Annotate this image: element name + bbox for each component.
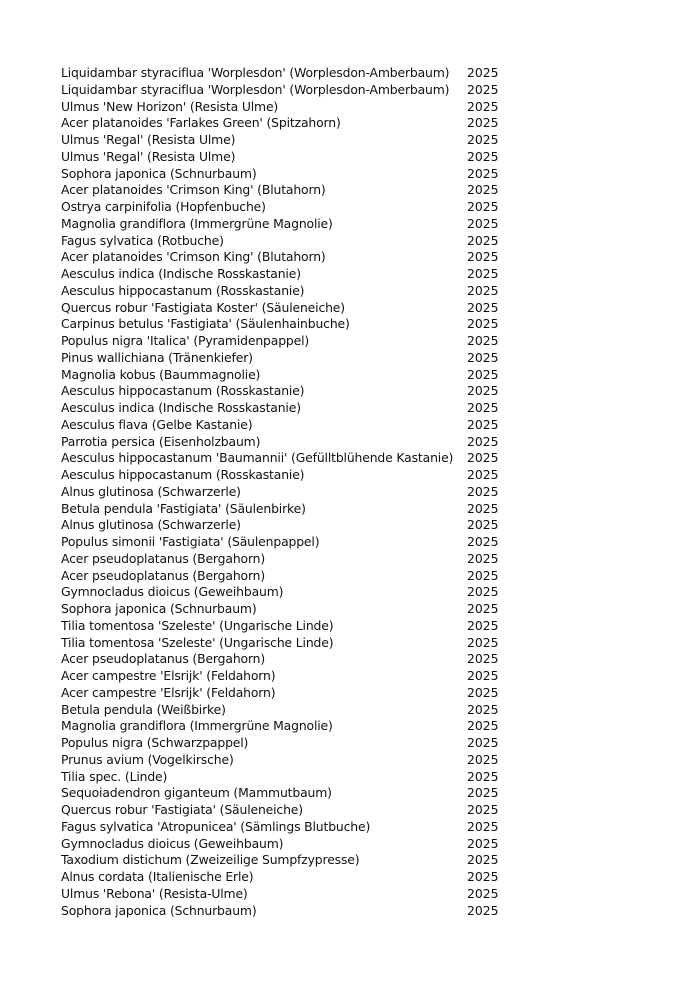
tree-name: Acer platanoides 'Farlakes Green' (Spitzahorn) xyxy=(61,115,341,131)
table-row xyxy=(61,484,541,501)
tree-name: Taxodium distichum (Zweizeilige Sumpfzypresse) xyxy=(61,852,360,868)
table-row xyxy=(61,568,541,585)
tree-name: Alnus glutinosa (Schwarzerle) xyxy=(61,483,241,499)
planting-year: 2025 xyxy=(467,852,499,868)
table-row xyxy=(61,836,541,853)
planting-year: 2025 xyxy=(467,232,499,248)
planting-year: 2025 xyxy=(467,467,499,482)
table-row xyxy=(61,501,541,518)
tree-name: Liquidambar styraciflua 'Worplesdon' (Worplesdon-Amberbaum) xyxy=(61,65,450,80)
planting-year: 2025 xyxy=(467,299,499,315)
planting-year: 2025 xyxy=(467,634,499,650)
table-row xyxy=(61,266,541,283)
table-row xyxy=(61,99,541,116)
tree-name: Fagus sylvatica (Rotbuche) xyxy=(61,232,224,248)
tree-name: Acer campestre 'Elsrijk' (Feldahorn) xyxy=(61,668,276,683)
tree-name: Betula pendula (Weißbirke) xyxy=(61,701,226,717)
tree-name: Aesculus hippocastanum (Rosskastanie) xyxy=(61,467,305,482)
table-row xyxy=(61,852,541,869)
planting-year: 2025 xyxy=(467,668,499,683)
table-row xyxy=(61,752,541,769)
planting-year: 2025 xyxy=(467,550,499,566)
tree-name: Parrotia persica (Eisenholzbaum) xyxy=(61,433,261,449)
planting-year: 2025 xyxy=(467,81,499,97)
tree-list xyxy=(61,65,541,919)
table-row xyxy=(61,417,541,434)
planting-year: 2025 xyxy=(467,617,499,633)
table-row xyxy=(61,886,541,903)
table-row xyxy=(61,702,541,719)
planting-year: 2025 xyxy=(467,885,499,901)
table-row xyxy=(61,718,541,735)
table-row xyxy=(61,350,541,367)
planting-year: 2025 xyxy=(467,768,499,784)
planting-year: 2025 xyxy=(467,316,499,332)
table-row xyxy=(61,300,541,317)
tree-name: Carpinus betulus 'Fastigiata' (Säulenhainbuche) xyxy=(61,316,350,332)
table-row xyxy=(61,115,541,132)
tree-name: Ostrya carpinifolia (Hopfenbuche) xyxy=(61,199,266,214)
table-row xyxy=(61,584,541,601)
table-row xyxy=(61,635,541,652)
tree-name: Acer pseudoplatanus (Bergahorn) xyxy=(61,550,266,566)
table-row xyxy=(61,517,541,534)
table-row xyxy=(61,534,541,551)
tree-name: Quercus robur 'Fastigiata Koster' (Säuleneiche) xyxy=(61,299,345,315)
tree-name: Sophora japonica (Schnurbaum) xyxy=(61,601,257,616)
planting-year: 2025 xyxy=(467,483,499,499)
table-row xyxy=(61,551,541,568)
table-row xyxy=(61,668,541,685)
tree-name: Populus simonii 'Fastigiata' (Säulenpappel) xyxy=(61,534,320,549)
planting-year: 2025 xyxy=(467,165,499,181)
tree-name: Aesculus indica (Indische Rosskastanie) xyxy=(61,400,301,415)
tree-name: Gymnocladus dioicus (Geweihbaum) xyxy=(61,584,284,600)
tree-name: Ulmus 'Rebona' (Resista-Ulme) xyxy=(61,885,248,901)
tree-name: Betula pendula 'Fastigiata' (Säulenbirke) xyxy=(61,500,306,516)
tree-name: Acer pseudoplatanus (Bergahorn) xyxy=(61,651,266,667)
planting-year: 2025 xyxy=(467,148,499,164)
tree-name: Ulmus 'Regal' (Resista Ulme) xyxy=(61,132,236,147)
tree-name: Acer platanoides 'Crimson King' (Blutahorn) xyxy=(61,182,326,198)
planting-year: 2025 xyxy=(467,98,499,114)
planting-year: 2025 xyxy=(467,266,499,281)
planting-year: 2025 xyxy=(467,584,499,600)
tree-name: Acer pseudoplatanus (Bergahorn) xyxy=(61,567,266,583)
tree-name: Prunus avium (Vogelkirsche) xyxy=(61,751,234,767)
table-row xyxy=(61,450,541,467)
table-row xyxy=(61,166,541,183)
table-row xyxy=(61,735,541,752)
table-row xyxy=(61,316,541,333)
planting-year: 2025 xyxy=(467,132,499,147)
planting-year: 2025 xyxy=(467,751,499,767)
table-row xyxy=(61,819,541,836)
table-row xyxy=(61,383,541,400)
planting-year: 2025 xyxy=(467,333,499,348)
planting-year: 2025 xyxy=(467,249,499,265)
planting-year: 2025 xyxy=(467,366,499,382)
tree-name: Tilia tomentosa 'Szeleste' (Ungarische Linde) xyxy=(61,617,334,633)
table-row xyxy=(61,769,541,786)
tree-name: Acer platanoides 'Crimson King' (Blutahorn) xyxy=(61,249,326,265)
table-row xyxy=(61,802,541,819)
tree-name: Tilia tomentosa 'Szeleste' (Ungarische Linde) xyxy=(61,634,334,650)
planting-year: 2025 xyxy=(467,835,499,851)
tree-name: Alnus glutinosa (Schwarzerle) xyxy=(61,517,241,533)
tree-name: Populus nigra 'Italica' (Pyramidenpappel) xyxy=(61,333,310,348)
planting-year: 2025 xyxy=(467,567,499,583)
planting-year: 2025 xyxy=(467,534,499,549)
table-row xyxy=(61,400,541,417)
tree-name: Fagus sylvatica 'Atropunicea' (Sämlings Blutbuche) xyxy=(61,818,371,834)
table-row xyxy=(61,65,541,82)
planting-year: 2025 xyxy=(467,182,499,198)
tree-name: Sophora japonica (Schnurbaum) xyxy=(61,165,257,181)
tree-name: Sequoiadendron giganteum (Mammutbaum) xyxy=(61,785,332,801)
planting-year: 2025 xyxy=(467,869,499,884)
planting-year: 2025 xyxy=(467,433,499,449)
table-row xyxy=(61,434,541,451)
table-row xyxy=(61,199,541,216)
planting-year: 2025 xyxy=(467,785,499,801)
table-row xyxy=(61,132,541,149)
planting-year: 2025 xyxy=(467,517,499,533)
table-row xyxy=(61,283,541,300)
table-row xyxy=(61,685,541,702)
table-row xyxy=(61,869,541,886)
table-row xyxy=(61,249,541,266)
planting-year: 2025 xyxy=(467,651,499,667)
tree-name: Populus nigra (Schwarzpappel) xyxy=(61,735,249,750)
tree-name: Magnolia grandiflora (Immergrüne Magnolie) xyxy=(61,718,333,734)
planting-year: 2025 xyxy=(467,818,499,834)
planting-year: 2025 xyxy=(467,450,499,466)
tree-name: Ulmus 'New Horizon' (Resista Ulme) xyxy=(61,98,279,114)
planting-year: 2025 xyxy=(467,349,499,365)
tree-name: Aesculus flava (Gelbe Kastanie) xyxy=(61,416,253,432)
tree-name: Alnus cordata (Italienische Erle) xyxy=(61,869,254,884)
planting-year: 2025 xyxy=(467,500,499,516)
tree-name: Aesculus hippocastanum 'Baumannii' (Gefülltblühende Kastanie) xyxy=(61,450,454,466)
tree-name: Aesculus hippocastanum (Rosskastanie) xyxy=(61,282,305,298)
table-row xyxy=(61,651,541,668)
table-row xyxy=(61,333,541,350)
table-row xyxy=(61,618,541,635)
planting-year: 2025 xyxy=(467,601,499,616)
planting-year: 2025 xyxy=(467,400,499,415)
table-row xyxy=(61,903,541,920)
tree-name: Aesculus indica (Indische Rosskastanie) xyxy=(61,266,301,281)
tree-name: Liquidambar styraciflua 'Worplesdon' (Worplesdon-Amberbaum) xyxy=(61,81,450,97)
tree-name: Gymnocladus dioicus (Geweihbaum) xyxy=(61,835,284,851)
planting-year: 2025 xyxy=(467,735,499,750)
table-row xyxy=(61,82,541,99)
planting-year: 2025 xyxy=(467,215,499,231)
planting-year: 2025 xyxy=(467,701,499,717)
table-row xyxy=(61,467,541,484)
tree-name: Ulmus 'Regal' (Resista Ulme) xyxy=(61,148,236,164)
planting-year: 2025 xyxy=(467,115,499,131)
tree-name: Quercus robur 'Fastigiata' (Säuleneiche) xyxy=(61,802,303,817)
table-row xyxy=(61,367,541,384)
planting-year: 2025 xyxy=(467,65,499,80)
planting-year: 2025 xyxy=(467,282,499,298)
table-row xyxy=(61,233,541,250)
planting-year: 2025 xyxy=(467,383,499,399)
tree-name: Pinus wallichiana (Tränenkiefer) xyxy=(61,349,253,365)
tree-name: Aesculus hippocastanum (Rosskastanie) xyxy=(61,383,305,399)
planting-year: 2025 xyxy=(467,802,499,817)
table-row xyxy=(61,149,541,166)
tree-name: Magnolia grandiflora (Immergrüne Magnolie) xyxy=(61,215,333,231)
table-row xyxy=(61,182,541,199)
table-row xyxy=(61,601,541,618)
planting-year: 2025 xyxy=(467,199,499,214)
table-row xyxy=(61,216,541,233)
tree-name: Acer campestre 'Elsrijk' (Feldahorn) xyxy=(61,684,276,700)
planting-year: 2025 xyxy=(467,684,499,700)
planting-year: 2025 xyxy=(467,416,499,432)
planting-year: 2025 xyxy=(467,718,499,734)
tree-name: Magnolia kobus (Baummagnolie) xyxy=(61,366,261,382)
tree-name: Tilia spec. (Linde) xyxy=(61,768,168,784)
planting-year: 2025 xyxy=(467,902,499,918)
table-row xyxy=(61,785,541,802)
tree-name: Sophora japonica (Schnurbaum) xyxy=(61,902,257,918)
